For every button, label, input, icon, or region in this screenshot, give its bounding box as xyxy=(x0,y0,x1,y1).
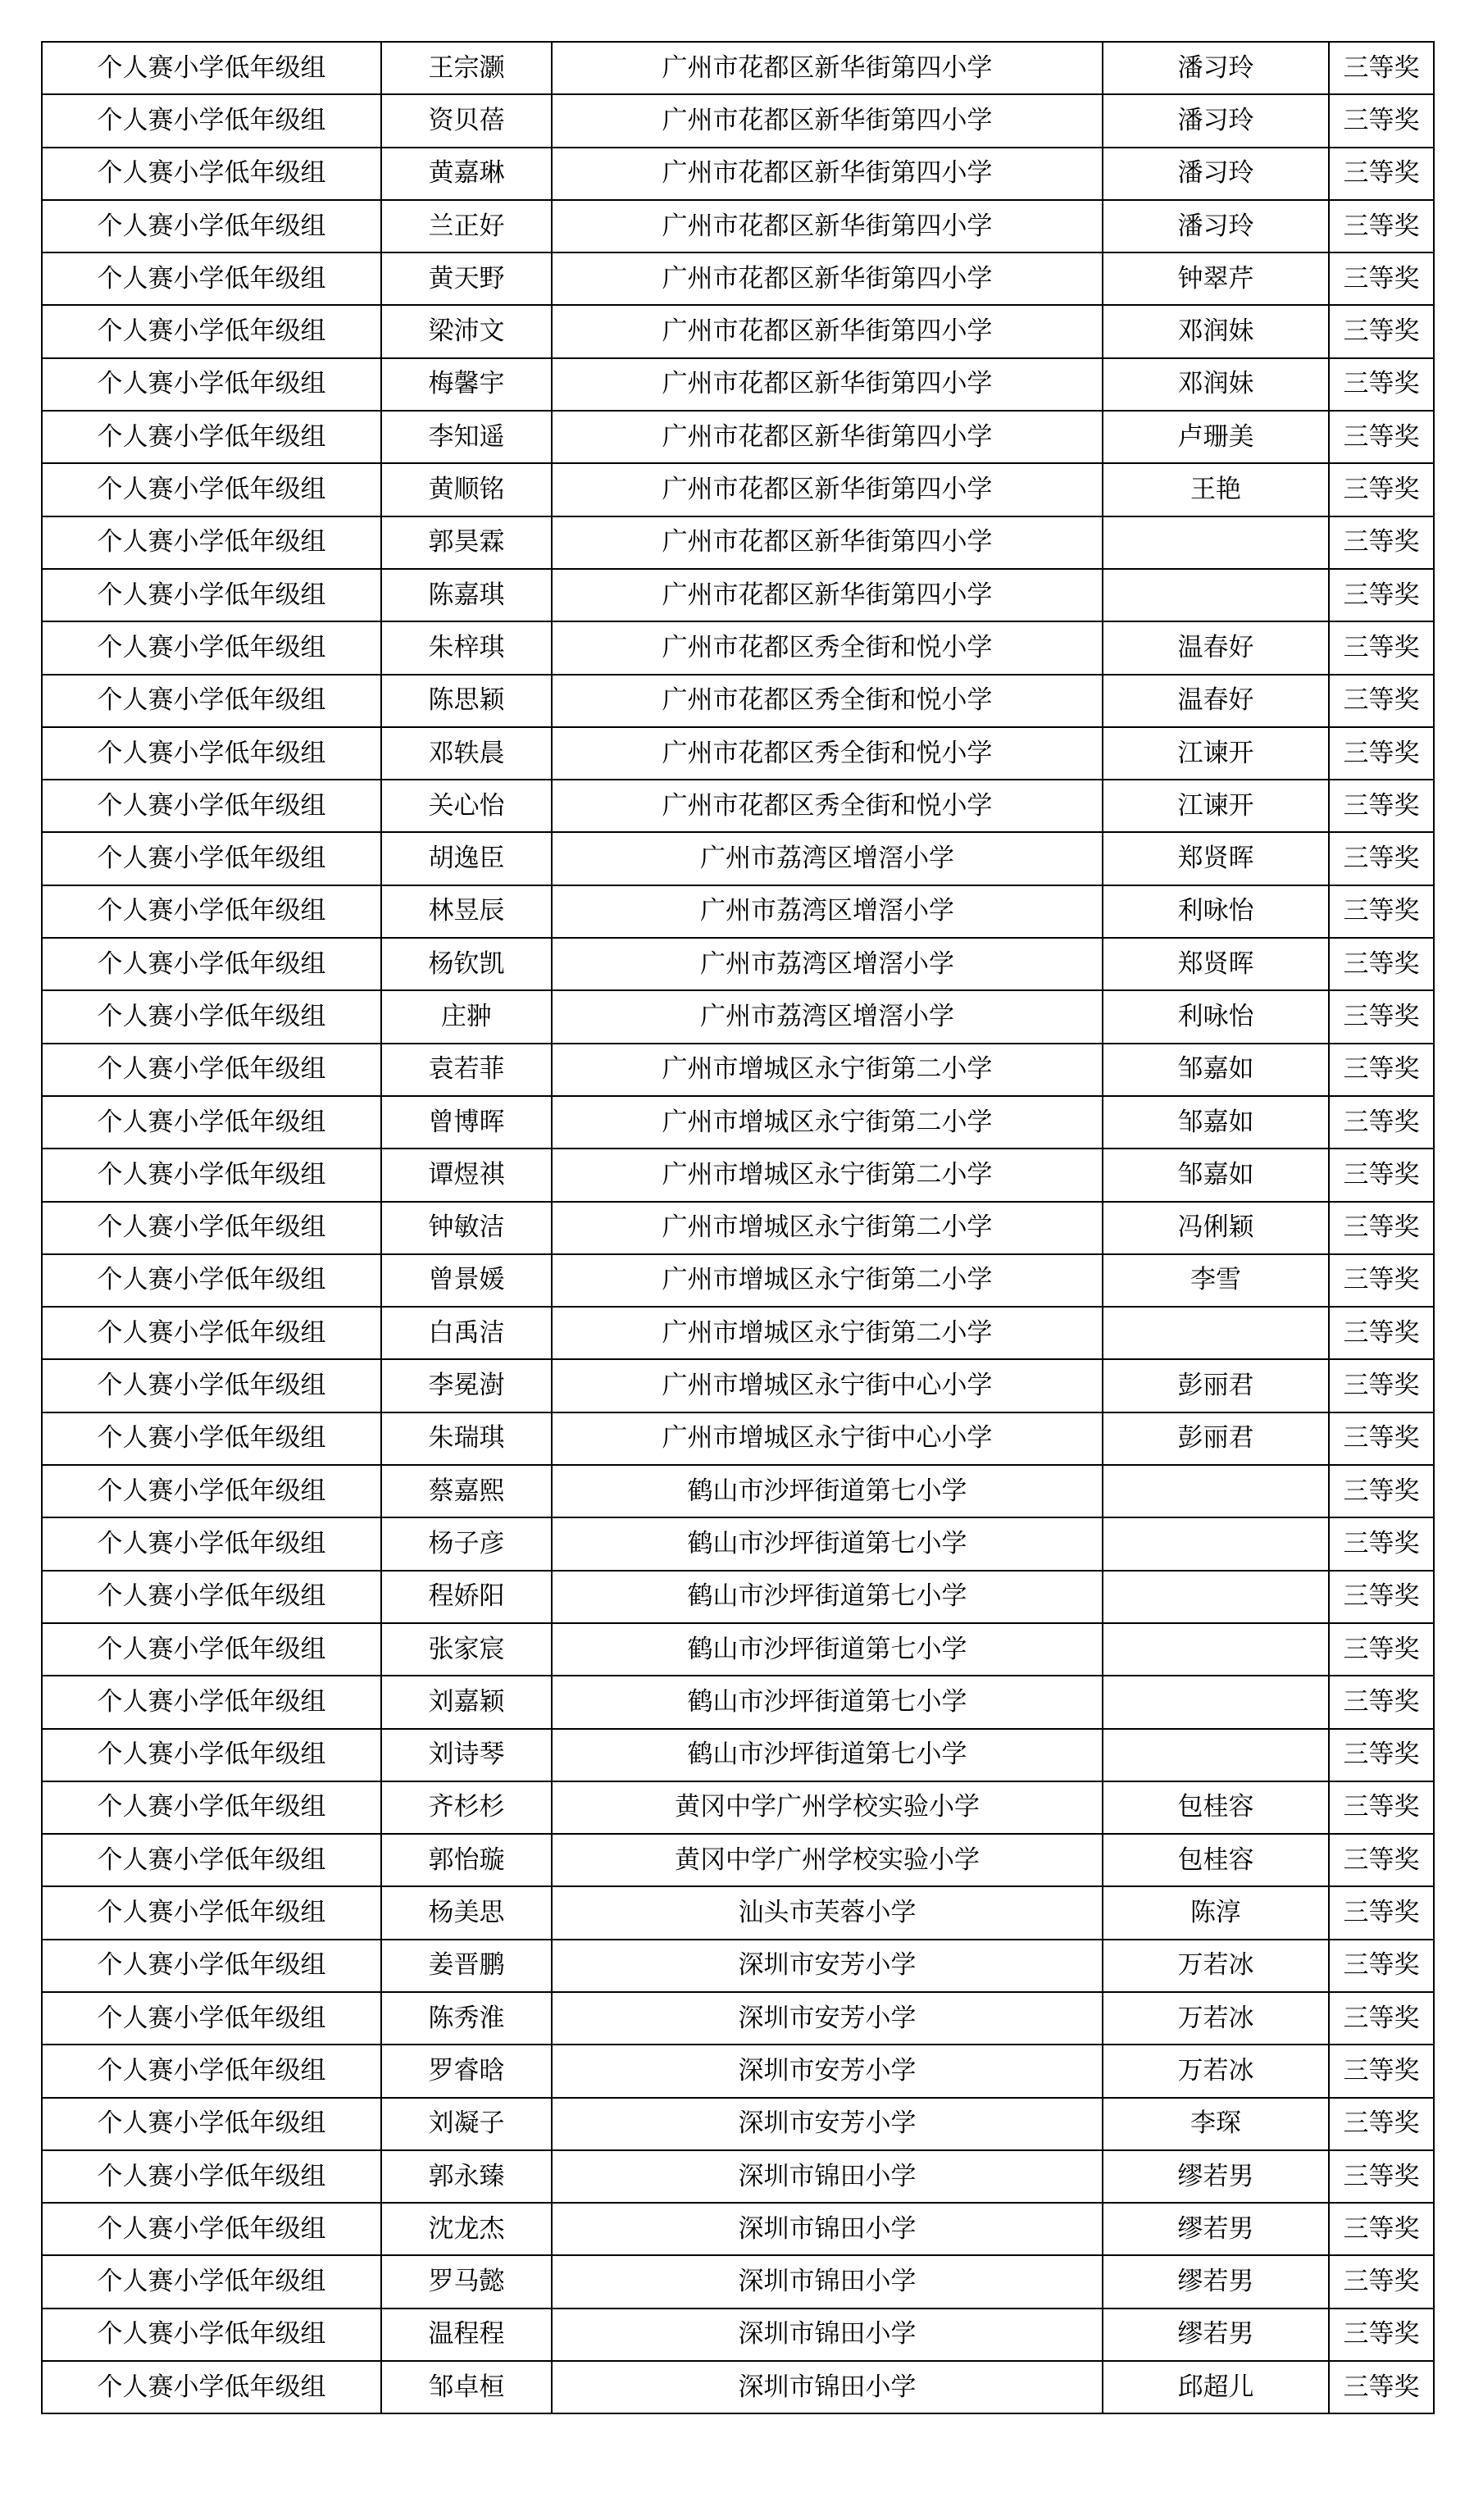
category-cell: 个人赛小学低年级组 xyxy=(42,200,381,252)
category-cell: 个人赛小学低年级组 xyxy=(42,2150,381,2203)
table-row xyxy=(42,1359,1434,1412)
student-name-cell: 梁沛文 xyxy=(381,305,552,357)
student-name-cell: 郭昊霖 xyxy=(381,516,552,569)
student-name-cell: 曾博晖 xyxy=(381,1096,552,1149)
category-cell: 个人赛小学低年级组 xyxy=(42,621,381,674)
award-table xyxy=(41,41,1435,2414)
teacher-cell xyxy=(1103,569,1329,621)
award-cell: 三等奖 xyxy=(1329,1623,1434,1676)
award-cell: 三等奖 xyxy=(1329,832,1434,885)
table-row xyxy=(42,1517,1434,1570)
category-cell: 个人赛小学低年级组 xyxy=(42,1359,381,1412)
school-cell: 鹤山市沙坪街道第七小学 xyxy=(552,1571,1103,1623)
school-cell: 深圳市安芳小学 xyxy=(552,2045,1103,2097)
award-cell: 三等奖 xyxy=(1329,200,1434,252)
category-cell: 个人赛小学低年级组 xyxy=(42,885,381,938)
category-cell: 个人赛小学低年级组 xyxy=(42,1834,381,1886)
teacher-cell: 利咏怡 xyxy=(1103,990,1329,1043)
table-row xyxy=(42,1571,1434,1623)
student-name-cell: 刘嘉颖 xyxy=(381,1676,552,1728)
student-name-cell: 郭怡璇 xyxy=(381,1834,552,1886)
award-cell: 三等奖 xyxy=(1329,1149,1434,1201)
school-cell: 广州市花都区新华街第四小学 xyxy=(552,463,1103,516)
teacher-cell: 王艳 xyxy=(1103,463,1329,516)
student-name-cell: 黄天野 xyxy=(381,252,552,305)
student-name-cell: 刘凝子 xyxy=(381,2098,552,2150)
category-cell: 个人赛小学低年级组 xyxy=(42,1096,381,1149)
teacher-cell: 包桂容 xyxy=(1103,1834,1329,1886)
award-cell: 三等奖 xyxy=(1329,990,1434,1043)
teacher-cell: 包桂容 xyxy=(1103,1781,1329,1834)
student-name-cell: 曾景媛 xyxy=(381,1254,552,1307)
award-cell: 三等奖 xyxy=(1329,1781,1434,1834)
school-cell: 广州市花都区秀全街和悦小学 xyxy=(552,621,1103,674)
award-table-body xyxy=(42,42,1434,2413)
award-cell: 三等奖 xyxy=(1329,305,1434,357)
school-cell: 广州市花都区新华街第四小学 xyxy=(552,148,1103,200)
school-cell: 广州市花都区新华街第四小学 xyxy=(552,200,1103,252)
award-cell: 三等奖 xyxy=(1329,885,1434,938)
school-cell: 广州市花都区新华街第四小学 xyxy=(552,42,1103,94)
teacher-cell: 万若冰 xyxy=(1103,2045,1329,2097)
student-name-cell: 齐杉杉 xyxy=(381,1781,552,1834)
student-name-cell: 林昱辰 xyxy=(381,885,552,938)
award-cell: 三等奖 xyxy=(1329,1254,1434,1307)
table-row xyxy=(42,463,1434,516)
category-cell: 个人赛小学低年级组 xyxy=(42,148,381,200)
category-cell: 个人赛小学低年级组 xyxy=(42,516,381,569)
teacher-cell: 邓润妹 xyxy=(1103,358,1329,411)
table-row xyxy=(42,938,1434,990)
award-cell: 三等奖 xyxy=(1329,780,1434,832)
student-name-cell: 温程程 xyxy=(381,2308,552,2361)
teacher-cell: 温春好 xyxy=(1103,621,1329,674)
award-cell: 三等奖 xyxy=(1329,1412,1434,1465)
category-cell: 个人赛小学低年级组 xyxy=(42,2308,381,2361)
table-row xyxy=(42,621,1434,674)
award-cell: 三等奖 xyxy=(1329,1359,1434,1412)
teacher-cell: 潘习玲 xyxy=(1103,42,1329,94)
school-cell: 广州市花都区新华街第四小学 xyxy=(552,569,1103,621)
table-row xyxy=(42,1781,1434,1834)
table-row xyxy=(42,2308,1434,2361)
award-cell: 三等奖 xyxy=(1329,1571,1434,1623)
student-name-cell: 李知遥 xyxy=(381,411,552,463)
school-cell: 鹤山市沙坪街道第七小学 xyxy=(552,1623,1103,1676)
student-name-cell: 朱梓琪 xyxy=(381,621,552,674)
student-name-cell: 黄顺铭 xyxy=(381,463,552,516)
school-cell: 汕头市芙蓉小学 xyxy=(552,1886,1103,1939)
school-cell: 广州市荔湾区增滘小学 xyxy=(552,990,1103,1043)
school-cell: 深圳市锦田小学 xyxy=(552,2203,1103,2255)
school-cell: 广州市花都区新华街第四小学 xyxy=(552,411,1103,463)
award-cell: 三等奖 xyxy=(1329,358,1434,411)
teacher-cell: 潘习玲 xyxy=(1103,94,1329,147)
student-name-cell: 黄嘉琳 xyxy=(381,148,552,200)
table-row xyxy=(42,675,1434,727)
award-cell: 三等奖 xyxy=(1329,516,1434,569)
award-cell: 三等奖 xyxy=(1329,148,1434,200)
student-name-cell: 杨子彦 xyxy=(381,1517,552,1570)
category-cell: 个人赛小学低年级组 xyxy=(42,2203,381,2255)
award-cell: 三等奖 xyxy=(1329,1834,1434,1886)
teacher-cell: 温春好 xyxy=(1103,675,1329,727)
table-row xyxy=(42,1834,1434,1886)
table-row xyxy=(42,885,1434,938)
category-cell: 个人赛小学低年级组 xyxy=(42,1307,381,1359)
category-cell: 个人赛小学低年级组 xyxy=(42,569,381,621)
school-cell: 深圳市安芳小学 xyxy=(552,1940,1103,1992)
teacher-cell xyxy=(1103,1676,1329,1728)
teacher-cell: 陈淳 xyxy=(1103,1886,1329,1939)
award-cell: 三等奖 xyxy=(1329,1886,1434,1939)
teacher-cell: 彭丽君 xyxy=(1103,1359,1329,1412)
award-cell: 三等奖 xyxy=(1329,1729,1434,1781)
award-cell: 三等奖 xyxy=(1329,675,1434,727)
award-cell: 三等奖 xyxy=(1329,2361,1434,2413)
school-cell: 广州市花都区新华街第四小学 xyxy=(552,305,1103,357)
student-name-cell: 姜晋鹏 xyxy=(381,1940,552,1992)
table-row xyxy=(42,42,1434,94)
school-cell: 广州市荔湾区增滘小学 xyxy=(552,885,1103,938)
table-row xyxy=(42,200,1434,252)
table-row xyxy=(42,1412,1434,1465)
category-cell: 个人赛小学低年级组 xyxy=(42,2361,381,2413)
student-name-cell: 杨钦凯 xyxy=(381,938,552,990)
school-cell: 广州市花都区秀全街和悦小学 xyxy=(552,780,1103,832)
table-row xyxy=(42,2255,1434,2308)
award-cell: 三等奖 xyxy=(1329,463,1434,516)
table-row xyxy=(42,252,1434,305)
teacher-cell: 利咏怡 xyxy=(1103,885,1329,938)
table-row xyxy=(42,780,1434,832)
table-row xyxy=(42,1940,1434,1992)
category-cell: 个人赛小学低年级组 xyxy=(42,990,381,1043)
school-cell: 广州市增城区永宁街中心小学 xyxy=(552,1359,1103,1412)
category-cell: 个人赛小学低年级组 xyxy=(42,305,381,357)
table-row xyxy=(42,1254,1434,1307)
school-cell: 鹤山市沙坪街道第七小学 xyxy=(552,1676,1103,1728)
category-cell: 个人赛小学低年级组 xyxy=(42,1412,381,1465)
table-row xyxy=(42,2361,1434,2413)
award-cell: 三等奖 xyxy=(1329,2255,1434,2308)
teacher-cell: 邓润妹 xyxy=(1103,305,1329,357)
teacher-cell xyxy=(1103,1307,1329,1359)
award-cell: 三等奖 xyxy=(1329,1202,1434,1254)
category-cell: 个人赛小学低年级组 xyxy=(42,675,381,727)
student-name-cell: 关心怡 xyxy=(381,780,552,832)
category-cell: 个人赛小学低年级组 xyxy=(42,1149,381,1201)
school-cell: 广州市增城区永宁街第二小学 xyxy=(552,1096,1103,1149)
award-cell: 三等奖 xyxy=(1329,2150,1434,2203)
table-row xyxy=(42,2045,1434,2097)
category-cell: 个人赛小学低年级组 xyxy=(42,1044,381,1096)
table-row xyxy=(42,2098,1434,2150)
teacher-cell xyxy=(1103,516,1329,569)
school-cell: 广州市增城区永宁街第二小学 xyxy=(552,1202,1103,1254)
award-cell: 三等奖 xyxy=(1329,1676,1434,1728)
school-cell: 广州市花都区新华街第四小学 xyxy=(552,252,1103,305)
student-name-cell: 胡逸臣 xyxy=(381,832,552,885)
student-name-cell: 王宗灏 xyxy=(381,42,552,94)
school-cell: 鹤山市沙坪街道第七小学 xyxy=(552,1517,1103,1570)
student-name-cell: 邓轶晨 xyxy=(381,727,552,780)
table-row xyxy=(42,1149,1434,1201)
table-row xyxy=(42,305,1434,357)
award-cell: 三等奖 xyxy=(1329,569,1434,621)
student-name-cell: 梅馨宇 xyxy=(381,358,552,411)
table-row xyxy=(42,516,1434,569)
teacher-cell xyxy=(1103,1623,1329,1676)
category-cell: 个人赛小学低年级组 xyxy=(42,2098,381,2150)
table-row xyxy=(42,832,1434,885)
teacher-cell: 邹嘉如 xyxy=(1103,1149,1329,1201)
student-name-cell: 程娇阳 xyxy=(381,1571,552,1623)
table-row xyxy=(42,148,1434,200)
teacher-cell: 缪若男 xyxy=(1103,2203,1329,2255)
student-name-cell: 邹卓桓 xyxy=(381,2361,552,2413)
award-cell: 三等奖 xyxy=(1329,1096,1434,1149)
student-name-cell: 罗马懿 xyxy=(381,2255,552,2308)
category-cell: 个人赛小学低年级组 xyxy=(42,1465,381,1517)
category-cell: 个人赛小学低年级组 xyxy=(42,2045,381,2097)
school-cell: 深圳市锦田小学 xyxy=(552,2361,1103,2413)
school-cell: 广州市花都区秀全街和悦小学 xyxy=(552,675,1103,727)
category-cell: 个人赛小学低年级组 xyxy=(42,252,381,305)
category-cell: 个人赛小学低年级组 xyxy=(42,938,381,990)
table-row xyxy=(42,1044,1434,1096)
school-cell: 广州市花都区秀全街和悦小学 xyxy=(552,727,1103,780)
table-row xyxy=(42,411,1434,463)
category-cell: 个人赛小学低年级组 xyxy=(42,411,381,463)
teacher-cell xyxy=(1103,1465,1329,1517)
school-cell: 鹤山市沙坪街道第七小学 xyxy=(552,1465,1103,1517)
school-cell: 广州市增城区永宁街第二小学 xyxy=(552,1254,1103,1307)
teacher-cell: 邹嘉如 xyxy=(1103,1044,1329,1096)
award-cell: 三等奖 xyxy=(1329,2045,1434,2097)
award-cell: 三等奖 xyxy=(1329,411,1434,463)
award-cell: 三等奖 xyxy=(1329,2308,1434,2361)
teacher-cell: 潘习玲 xyxy=(1103,148,1329,200)
category-cell: 个人赛小学低年级组 xyxy=(42,1676,381,1728)
student-name-cell: 张家宸 xyxy=(381,1623,552,1676)
category-cell: 个人赛小学低年级组 xyxy=(42,1992,381,2045)
school-cell: 广州市增城区永宁街中心小学 xyxy=(552,1412,1103,1465)
category-cell: 个人赛小学低年级组 xyxy=(42,42,381,94)
table-row xyxy=(42,2203,1434,2255)
teacher-cell: 缪若男 xyxy=(1103,2150,1329,2203)
award-cell: 三等奖 xyxy=(1329,2098,1434,2150)
category-cell: 个人赛小学低年级组 xyxy=(42,1886,381,1939)
school-cell: 深圳市锦田小学 xyxy=(552,2150,1103,2203)
teacher-cell xyxy=(1103,1517,1329,1570)
category-cell: 个人赛小学低年级组 xyxy=(42,1517,381,1570)
award-cell: 三等奖 xyxy=(1329,1044,1434,1096)
teacher-cell: 李琛 xyxy=(1103,2098,1329,2150)
student-name-cell: 兰正好 xyxy=(381,200,552,252)
student-name-cell: 谭煜祺 xyxy=(381,1149,552,1201)
teacher-cell: 彭丽君 xyxy=(1103,1412,1329,1465)
school-cell: 广州市增城区永宁街第二小学 xyxy=(552,1044,1103,1096)
award-cell: 三等奖 xyxy=(1329,1465,1434,1517)
student-name-cell: 陈秀淮 xyxy=(381,1992,552,2045)
teacher-cell: 钟翠芹 xyxy=(1103,252,1329,305)
table-row xyxy=(42,1729,1434,1781)
award-cell: 三等奖 xyxy=(1329,1307,1434,1359)
student-name-cell: 白禹洁 xyxy=(381,1307,552,1359)
teacher-cell: 缪若男 xyxy=(1103,2255,1329,2308)
table-row xyxy=(42,1992,1434,2045)
teacher-cell: 邱超儿 xyxy=(1103,2361,1329,2413)
category-cell: 个人赛小学低年级组 xyxy=(42,1202,381,1254)
award-cell: 三等奖 xyxy=(1329,94,1434,147)
table-row xyxy=(42,1886,1434,1939)
student-name-cell: 郭永臻 xyxy=(381,2150,552,2203)
school-cell: 鹤山市沙坪街道第七小学 xyxy=(552,1729,1103,1781)
table-row xyxy=(42,727,1434,780)
table-row xyxy=(42,1465,1434,1517)
category-cell: 个人赛小学低年级组 xyxy=(42,780,381,832)
school-cell: 广州市花都区新华街第四小学 xyxy=(552,358,1103,411)
award-cell: 三等奖 xyxy=(1329,42,1434,94)
teacher-cell: 郑贤晖 xyxy=(1103,832,1329,885)
school-cell: 黄冈中学广州学校实验小学 xyxy=(552,1834,1103,1886)
teacher-cell: 李雪 xyxy=(1103,1254,1329,1307)
category-cell: 个人赛小学低年级组 xyxy=(42,358,381,411)
table-row xyxy=(42,94,1434,147)
student-name-cell: 资贝蓓 xyxy=(381,94,552,147)
student-name-cell: 罗睿晗 xyxy=(381,2045,552,2097)
category-cell: 个人赛小学低年级组 xyxy=(42,832,381,885)
teacher-cell: 卢珊美 xyxy=(1103,411,1329,463)
category-cell: 个人赛小学低年级组 xyxy=(42,1781,381,1834)
teacher-cell: 郑贤晖 xyxy=(1103,938,1329,990)
student-name-cell: 袁若菲 xyxy=(381,1044,552,1096)
school-cell: 深圳市安芳小学 xyxy=(552,2098,1103,2150)
student-name-cell: 陈嘉琪 xyxy=(381,569,552,621)
table-row xyxy=(42,1676,1434,1728)
school-cell: 广州市增城区永宁街第二小学 xyxy=(552,1149,1103,1201)
category-cell: 个人赛小学低年级组 xyxy=(42,1940,381,1992)
table-row xyxy=(42,1202,1434,1254)
teacher-cell: 万若冰 xyxy=(1103,1992,1329,2045)
table-row xyxy=(42,1096,1434,1149)
student-name-cell: 钟敏洁 xyxy=(381,1202,552,1254)
student-name-cell: 李冕澍 xyxy=(381,1359,552,1412)
school-cell: 深圳市安芳小学 xyxy=(552,1992,1103,2045)
school-cell: 深圳市锦田小学 xyxy=(552,2308,1103,2361)
student-name-cell: 蔡嘉熙 xyxy=(381,1465,552,1517)
table-row xyxy=(42,569,1434,621)
award-cell: 三等奖 xyxy=(1329,1992,1434,2045)
category-cell: 个人赛小学低年级组 xyxy=(42,1571,381,1623)
category-cell: 个人赛小学低年级组 xyxy=(42,2255,381,2308)
student-name-cell: 沈龙杰 xyxy=(381,2203,552,2255)
teacher-cell: 潘习玲 xyxy=(1103,200,1329,252)
award-cell: 三等奖 xyxy=(1329,727,1434,780)
school-cell: 广州市花都区新华街第四小学 xyxy=(552,516,1103,569)
school-cell: 深圳市锦田小学 xyxy=(552,2255,1103,2308)
teacher-cell xyxy=(1103,1729,1329,1781)
category-cell: 个人赛小学低年级组 xyxy=(42,1254,381,1307)
teacher-cell: 冯俐颖 xyxy=(1103,1202,1329,1254)
award-cell: 三等奖 xyxy=(1329,252,1434,305)
school-cell: 广州市花都区新华街第四小学 xyxy=(552,94,1103,147)
teacher-cell: 江谏开 xyxy=(1103,727,1329,780)
student-name-cell: 陈思颖 xyxy=(381,675,552,727)
school-cell: 黄冈中学广州学校实验小学 xyxy=(552,1781,1103,1834)
school-cell: 广州市增城区永宁街第二小学 xyxy=(552,1307,1103,1359)
table-row xyxy=(42,2150,1434,2203)
student-name-cell: 朱瑞琪 xyxy=(381,1412,552,1465)
teacher-cell: 缪若男 xyxy=(1103,2308,1329,2361)
category-cell: 个人赛小学低年级组 xyxy=(42,1623,381,1676)
category-cell: 个人赛小学低年级组 xyxy=(42,727,381,780)
school-cell: 广州市荔湾区增滘小学 xyxy=(552,832,1103,885)
award-cell: 三等奖 xyxy=(1329,938,1434,990)
table-row xyxy=(42,1307,1434,1359)
award-cell: 三等奖 xyxy=(1329,1517,1434,1570)
student-name-cell: 庄翀 xyxy=(381,990,552,1043)
teacher-cell: 万若冰 xyxy=(1103,1940,1329,1992)
student-name-cell: 杨美思 xyxy=(381,1886,552,1939)
teacher-cell xyxy=(1103,1571,1329,1623)
table-row xyxy=(42,358,1434,411)
school-cell: 广州市荔湾区增滘小学 xyxy=(552,938,1103,990)
table-row xyxy=(42,990,1434,1043)
category-cell: 个人赛小学低年级组 xyxy=(42,463,381,516)
student-name-cell: 刘诗琴 xyxy=(381,1729,552,1781)
award-cell: 三等奖 xyxy=(1329,621,1434,674)
award-cell: 三等奖 xyxy=(1329,2203,1434,2255)
category-cell: 个人赛小学低年级组 xyxy=(42,1729,381,1781)
table-row xyxy=(42,1623,1434,1676)
award-cell: 三等奖 xyxy=(1329,1940,1434,1992)
category-cell: 个人赛小学低年级组 xyxy=(42,94,381,147)
teacher-cell: 邹嘉如 xyxy=(1103,1096,1329,1149)
teacher-cell: 江谏开 xyxy=(1103,780,1329,832)
